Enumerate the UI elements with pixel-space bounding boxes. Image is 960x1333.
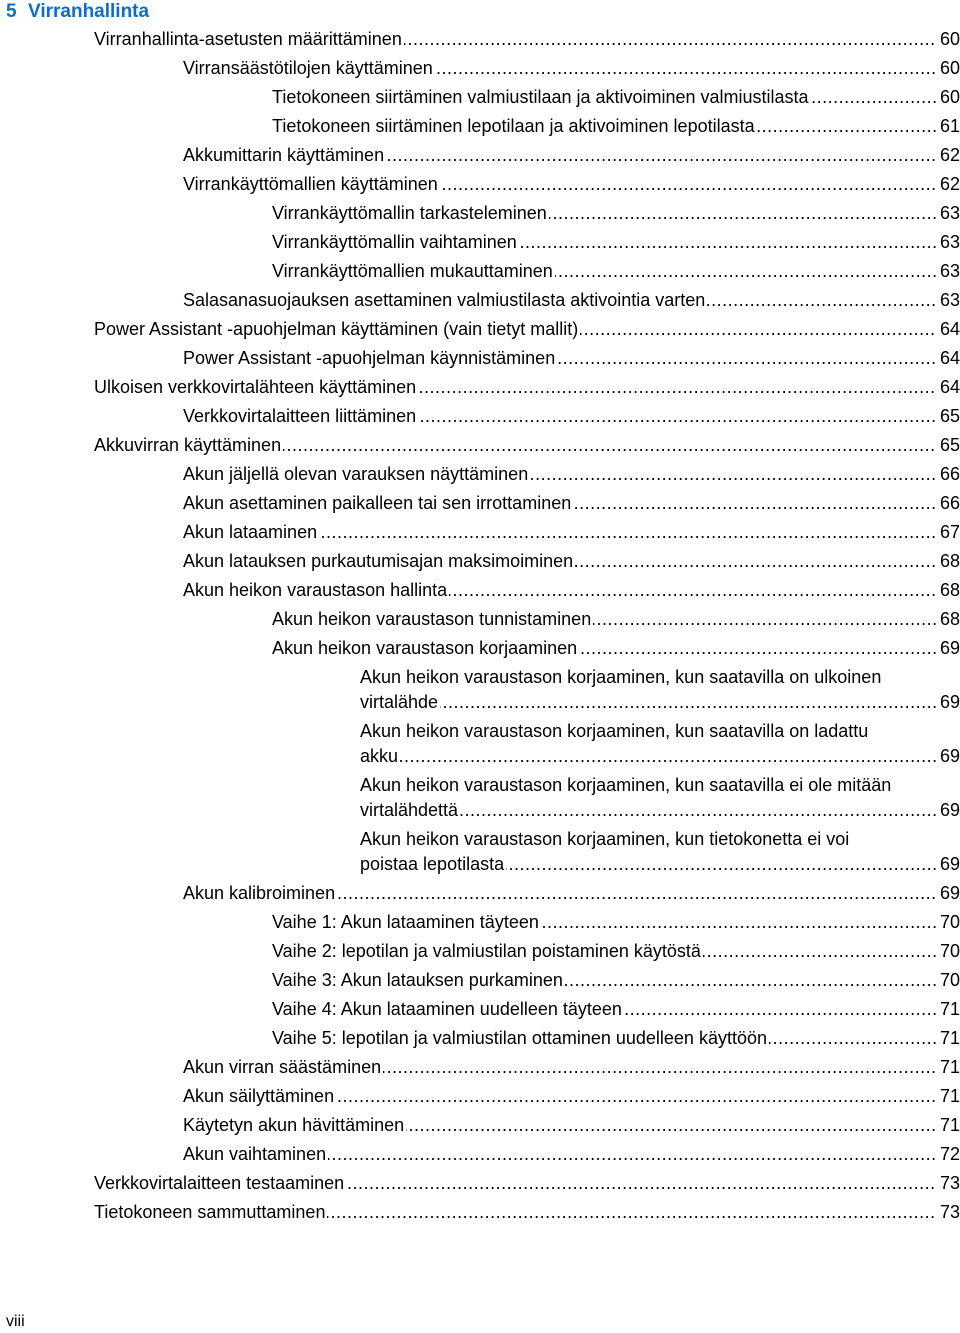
toc-entry-title: Akun jäljellä olevan varauksen näyttäminen ..... bbox=[183, 462, 936, 487]
toc-entry[interactable] bbox=[360, 773, 960, 823]
toc-entry[interactable] bbox=[272, 636, 960, 661]
toc-entry-title bbox=[360, 665, 936, 715]
toc-entry-page: 62 bbox=[936, 143, 960, 168]
toc-entry[interactable] bbox=[272, 939, 960, 964]
toc-entry-page: 68 bbox=[936, 607, 960, 632]
toc-entry-page: 71 bbox=[936, 1055, 960, 1080]
toc-entry-title: Vaihe 5: lepotilan ja valmiustilan ottaminen uudelleen käyttöön ..... bbox=[272, 1026, 936, 1051]
toc-entry-page: 63 bbox=[936, 259, 960, 284]
toc-entry[interactable] bbox=[94, 1200, 960, 1225]
toc-entry-title-line: akku bbox=[360, 746, 399, 766]
toc-entry-page: 65 bbox=[936, 433, 960, 458]
toc-entry[interactable] bbox=[272, 997, 960, 1022]
toc-entry-page: 69 bbox=[936, 744, 960, 769]
toc-entry[interactable] bbox=[94, 433, 960, 458]
toc-entry-title: Akkuvirran käyttäminen ..... bbox=[94, 433, 936, 458]
toc-entry-title: Virranhallinta-asetusten määrittäminen ..... bbox=[94, 27, 936, 52]
toc-entry-title-line: Akun heikon varaustason korjaaminen, kun tietokonetta ei voi bbox=[360, 827, 934, 852]
toc-entry-page: 71 bbox=[936, 1026, 960, 1051]
toc-entry[interactable] bbox=[94, 27, 960, 52]
toc-entry-page: 73 bbox=[936, 1200, 960, 1225]
toc-entry-page: 63 bbox=[936, 288, 960, 313]
toc-entry-page: 69 bbox=[936, 690, 960, 715]
toc-entry-page: 62 bbox=[936, 172, 960, 197]
toc-entry-title: Virransäästötilojen käyttäminen ..... bbox=[183, 56, 936, 81]
toc-entry-page: 60 bbox=[936, 85, 960, 110]
toc-entry-title: Akun kalibroiminen ..... bbox=[183, 881, 936, 906]
toc-entry[interactable] bbox=[183, 462, 960, 487]
toc-entry-title: Verkkovirtalaitteen liittäminen ..... bbox=[183, 404, 936, 429]
toc-entry-title-line: virtalähdettä bbox=[360, 800, 459, 820]
chapter-title: Virranhallinta bbox=[28, 1, 150, 22]
toc-entry-title: Ulkoisen verkkovirtalähteen käyttäminen ..... bbox=[94, 375, 936, 400]
toc-entry-title: Vaihe 4: Akun lataaminen uudelleen täyteen ..... bbox=[272, 997, 936, 1022]
toc-entry-title: Tietokoneen siirtäminen valmiustilaan ja aktivoiminen valmiustilasta ..... bbox=[272, 85, 936, 110]
toc-entry[interactable] bbox=[183, 143, 960, 168]
toc-entry[interactable] bbox=[272, 910, 960, 935]
toc-entry-page: 64 bbox=[936, 317, 960, 342]
toc-entry-page: 70 bbox=[936, 910, 960, 935]
toc-entry-title: Akun lataaminen ..... bbox=[183, 520, 936, 545]
toc-entry-title-line: virtalähde bbox=[360, 692, 439, 712]
toc-entry-page: 71 bbox=[936, 1084, 960, 1109]
toc-entry-page: 63 bbox=[936, 201, 960, 226]
toc-entry-title bbox=[360, 773, 936, 823]
toc-entry-title bbox=[360, 827, 936, 877]
toc-entry-title: Vaihe 2: lepotilan ja valmiustilan poistaminen käytöstä ..... bbox=[272, 939, 936, 964]
toc-entry[interactable] bbox=[272, 259, 960, 284]
toc-entry[interactable] bbox=[183, 346, 960, 371]
toc-entry[interactable] bbox=[272, 201, 960, 226]
toc-entry-page: 70 bbox=[936, 968, 960, 993]
toc-entry-title: Virrankäyttömallin vaihtaminen ..... bbox=[272, 230, 936, 255]
toc-entry-page: 68 bbox=[936, 549, 960, 574]
toc-entry-title: Akun asettaminen paikalleen tai sen irrottaminen ..... bbox=[183, 491, 936, 516]
toc-entry-title: Akun virran säästäminen ..... bbox=[183, 1055, 936, 1080]
toc-entry-page: 72 bbox=[936, 1142, 960, 1167]
toc-entry-title: Akkumittarin käyttäminen ..... bbox=[183, 143, 936, 168]
toc-entry[interactable] bbox=[360, 827, 960, 877]
toc-entry-page: 61 bbox=[936, 114, 960, 139]
toc-entry[interactable] bbox=[183, 1084, 960, 1109]
toc-entry[interactable] bbox=[183, 491, 960, 516]
toc-entry[interactable] bbox=[183, 549, 960, 574]
toc-entry-page: 71 bbox=[936, 997, 960, 1022]
toc-entry-title: Vaihe 1: Akun lataaminen täyteen ..... bbox=[272, 910, 936, 935]
toc-entry-title: Virrankäyttömallien mukauttaminen ..... bbox=[272, 259, 936, 284]
toc-entry-title: Akun vaihtaminen ..... bbox=[183, 1142, 936, 1167]
chapter-heading bbox=[6, 0, 149, 24]
toc-entry-page: 64 bbox=[936, 346, 960, 371]
toc-entry-page: 66 bbox=[936, 462, 960, 487]
toc-entry-title: Verkkovirtalaitteen testaaminen ..... bbox=[94, 1171, 936, 1196]
toc-entry[interactable] bbox=[183, 288, 960, 313]
toc-entry-page: 65 bbox=[936, 404, 960, 429]
toc-entry-page: 66 bbox=[936, 491, 960, 516]
toc-entry-title: Virrankäyttömallien käyttäminen ..... bbox=[183, 172, 936, 197]
toc-entry[interactable] bbox=[183, 404, 960, 429]
toc-entry-page: 71 bbox=[936, 1113, 960, 1138]
toc-entry-title: Salasanasuojauksen asettaminen valmiustilasta aktivointia varten ..... bbox=[183, 288, 936, 313]
page-number-footer: viii bbox=[6, 1313, 25, 1330]
toc-entry-page: 69 bbox=[936, 636, 960, 661]
toc-entry-title: Akun heikon varaustason tunnistaminen ..... bbox=[272, 607, 936, 632]
toc-entry-title: Virrankäyttömallin tarkasteleminen ..... bbox=[272, 201, 936, 226]
toc-entry[interactable] bbox=[94, 317, 960, 342]
toc-entry-title: Käytetyn akun hävittäminen ..... bbox=[183, 1113, 936, 1138]
toc-entry-title: Power Assistant -apuohjelman käyttäminen (vain tietyt mallit) ..... bbox=[94, 317, 936, 342]
toc-entry-page: 67 bbox=[936, 520, 960, 545]
toc-entry[interactable] bbox=[272, 1026, 960, 1051]
toc-entry-title: Akun heikon varaustason hallinta ..... bbox=[183, 578, 936, 603]
toc-entry-title-line: Akun heikon varaustason korjaaminen, kun saatavilla on ulkoinen bbox=[360, 665, 934, 690]
toc-entry-title-line: Akun heikon varaustason korjaaminen, kun saatavilla ei ole mitään bbox=[360, 773, 934, 798]
toc-entry-title: Akun heikon varaustason korjaaminen ..... bbox=[272, 636, 936, 661]
toc-entry-title: Tietokoneen sammuttaminen ..... bbox=[94, 1200, 936, 1225]
toc-entry-title-line: poistaa lepotilasta bbox=[360, 854, 505, 874]
toc-entry-page: 69 bbox=[936, 798, 960, 823]
toc-entry-page: 68 bbox=[936, 578, 960, 603]
toc-entry[interactable] bbox=[183, 578, 960, 603]
toc-entry[interactable] bbox=[360, 665, 960, 715]
toc-entry[interactable] bbox=[272, 114, 960, 139]
toc-entry[interactable] bbox=[272, 230, 960, 255]
toc-entry-title bbox=[360, 719, 936, 769]
toc-entry[interactable] bbox=[183, 520, 960, 545]
toc-entry[interactable] bbox=[183, 881, 960, 906]
toc-entry[interactable] bbox=[360, 719, 960, 769]
toc-entry-page: 69 bbox=[936, 881, 960, 906]
toc-entry[interactable] bbox=[94, 1171, 960, 1196]
toc-entry-title: Vaihe 3: Akun latauksen purkaminen ..... bbox=[272, 968, 936, 993]
toc-entry[interactable] bbox=[272, 607, 960, 632]
toc-entry-page: 63 bbox=[936, 230, 960, 255]
toc-entry[interactable] bbox=[183, 1113, 960, 1138]
toc-entry-page: 60 bbox=[936, 56, 960, 81]
toc-entry-title-line: Akun heikon varaustason korjaaminen, kun saatavilla on ladattu bbox=[360, 719, 934, 744]
toc-entry-page: 60 bbox=[936, 27, 960, 52]
toc-entry[interactable] bbox=[183, 172, 960, 197]
toc-entry-page: 69 bbox=[936, 852, 960, 877]
toc-entry-page: 64 bbox=[936, 375, 960, 400]
toc-entry-title: Akun latauksen purkautumisajan maksimoiminen ..... bbox=[183, 549, 936, 574]
toc-entry-page: 70 bbox=[936, 939, 960, 964]
toc-entry[interactable] bbox=[272, 85, 960, 110]
toc-entry[interactable] bbox=[183, 1055, 960, 1080]
toc-entry-title: Tietokoneen siirtäminen lepotilaan ja aktivoiminen lepotilasta ..... bbox=[272, 114, 936, 139]
toc-entry[interactable] bbox=[272, 968, 960, 993]
toc-entry[interactable] bbox=[183, 56, 960, 81]
toc-entry-title: Akun säilyttäminen ..... bbox=[183, 1084, 936, 1109]
toc-entry[interactable] bbox=[183, 1142, 960, 1167]
toc-entry-page: 73 bbox=[936, 1171, 960, 1196]
chapter-number: 5 bbox=[6, 1, 17, 22]
toc-entry[interactable] bbox=[94, 375, 960, 400]
toc-entry-title: Power Assistant -apuohjelman käynnistäminen ..... bbox=[183, 346, 936, 371]
